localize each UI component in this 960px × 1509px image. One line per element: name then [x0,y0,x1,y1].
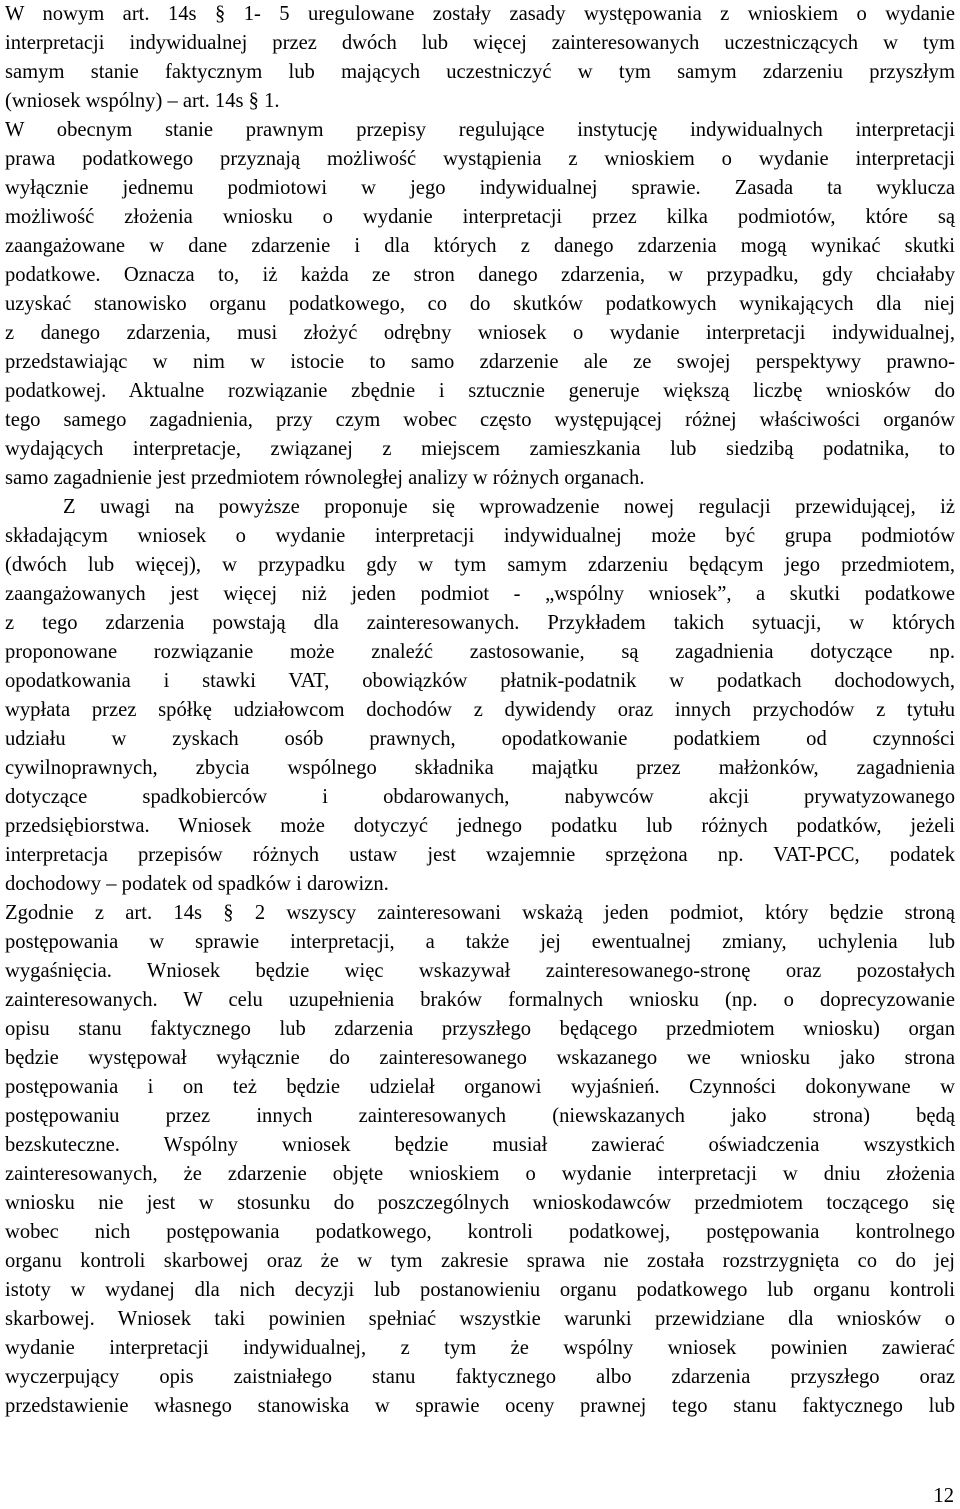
text-line: podatkowej. Aktualne rozwiązanie zbędnie i sztucznie generuje większą liczbę wniosków do [5,380,955,402]
text-line: wyczerpujący opis zaistniałego stanu faktycznego albo zdarzenia przyszłego oraz [5,1366,955,1388]
text-line: wypłata przez spółkę udziałowcom dochodów z dywidendy oraz innych przychodów z tytułu [5,699,955,721]
text-line: opodatkowania i stawki VAT, obowiązków płatnik-podatnik w podatkach dochodowych, [5,670,955,692]
text-line: postępowania w sprawie interpretacji, a także jej ewentualnej zmiany, uchylenia lub [5,931,955,953]
text-line: z tego zdarzenia powstają dla zainteresowanych. Przykładem takich sytuacji, w których [5,612,955,634]
text-line: wyłącznie jednemu podmiotowi w jego indywidualnej sprawie. Zasada ta wyklucza [5,177,955,199]
text-line: interpretacja przepisów różnych ustaw jest wzajemnie sprzężona np. VAT-PCC, podatek [5,844,955,866]
paragraph [5,493,955,899]
text-line: interpretacji indywidualnej przez dwóch lub więcej zainteresowanych uczestniczących w tym [5,32,955,54]
text-line: wydanie interpretacji indywidualnej, z tym że wspólny wniosek powinien zawierać [5,1337,955,1359]
text-line: postępowania i on też będzie udzielał organowi wyjaśnień. Czynności dokonywane w [5,1076,955,1098]
text-line: możliwość złożenia wniosku o wydanie interpretacji przez kilka podmiotów, które są [5,206,955,228]
text-line: będzie występował wyłącznie do zainteresowanego wskazanego we wniosku jako strona [5,1047,955,1069]
text-line: zainteresowanych. W celu uzupełnienia braków formalnych wniosku (np. o doprecyzowanie [5,989,955,1011]
text-line: wydających interpretacje, związanej z miejscem zamieszkania lub siedzibą podatnika, to [5,438,955,460]
text-line: zainteresowanych, że zdarzenie objęte wnioskiem o wydanie interpretacji w dniu złożenia [5,1163,955,1185]
text-line: samym stanie faktycznym lub mających uczestniczyć w tym samym zdarzeniu przyszłym [5,61,955,83]
text-line: dotyczące spadkobierców i obdarowanych, nabywców akcji prywatyzowanego [5,786,955,808]
text-line: tego samego zagadnienia, przy czym wobec często występującej różnej właściwości organów [5,409,955,431]
text-line: cywilnoprawnych, zbycia wspólnego składnika majątku przez małżonków, zagadnienia [5,757,955,779]
text-line: wobec nich postępowania podatkowego, kontroli podatkowej, postępowania kontrolnego [5,1221,955,1243]
text-line: wniosku nie jest w stosunku do poszczególnych wnioskodawców przedmiotem toczącego się [5,1192,955,1214]
paragraph [5,116,955,493]
text-line: postępowaniu przez innych zainteresowanych (niewskazanych jako strona) będą [5,1105,955,1127]
paragraph [5,899,955,1421]
text-line: bezskuteczne. Wspólny wniosek będzie musiał zawierać oświadczenia wszystkich [5,1134,955,1156]
text-line: (wniosek wspólny) – art. 14s § 1. [5,90,280,112]
text-line: z danego zdarzenia, musi złożyć odrębny wniosek o wydanie interpretacji indywidualnej, [5,322,955,344]
text-line: W nowym art. 14s § 1- 5 uregulowane zostały zasady występowania z wnioskiem o wydanie [5,3,955,25]
text-line: W obecnym stanie prawnym przepisy regulujące instytucję indywidualnych interpretacji [5,119,955,141]
text-line: przedstawienie własnego stanowiska w sprawie oceny prawnej tego stanu faktycznego lub [5,1395,955,1417]
text-line: (dwóch lub więcej), w przypadku gdy w tym samym zdarzeniu będącym jego przedmiotem, [5,554,955,576]
text-line: samo zagadnienie jest przedmiotem równoległej analizy w różnych organach. [5,467,645,489]
text-line: wygaśnięcia. Wniosek będzie więc wskazywał zainteresowanego-stronę oraz pozostałych [5,960,955,982]
text-line: uzyskać stanowisko organu podatkowego, co do skutków podatkowych wynikających dla niej [5,293,955,315]
text-line: skarbowej. Wniosek taki powinien spełniać wszystkie warunki przewidziane dla wniosków o [5,1308,955,1330]
paragraph [5,0,955,116]
page-number: 12 [933,1485,954,1507]
text-line: przedstawiając w nim w istocie to samo zdarzenie ale ze swojej perspektywy prawno- [5,351,955,373]
text-line: istoty w wydanej dla nich decyzji lub postanowieniu organu podatkowego lub organu kontroli [5,1279,955,1301]
text-line: prawa podatkowego przyznają możliwość wystąpienia z wnioskiem o wydanie interpretacji [5,148,955,170]
text-line: zaangażowane w dane zdarzenie i dla których z danego zdarzenia mogą wynikać skutki [5,235,955,257]
text-line: proponowane rozwiązanie może znaleźć zastosowanie, są zagadnienia dotyczące np. [5,641,955,663]
text-line: opisu stanu faktycznego lub zdarzenia przyszłego będącego przedmiotem wniosku) organ [5,1018,955,1040]
text-line: podatkowe. Oznacza to, iż każda ze stron danego zdarzenia, w przypadku, gdy chciałaby [5,264,955,286]
text-line: dochodowy – podatek od spadków i darowizn. [5,873,389,895]
text-line: organu kontroli skarbowej oraz że w tym zakresie sprawa nie została rozstrzygnięta co do jej [5,1250,955,1272]
text-line: Z uwagi na powyższe proponuje się wprowadzenie nowej regulacji przewidującej, iż [63,496,955,518]
text-line: składającym wniosek o wydanie interpretacji indywidualnej może być grupa podmiotów [5,525,955,547]
text-line: przedsiębiorstwa. Wniosek może dotyczyć jednego podatku lub różnych podatków, jeżeli [5,815,955,837]
text-line: zaangażowanych jest więcej niż jeden podmiot - „wspólny wniosek”, a skutki podatkowe [5,583,955,605]
text-line: udziału w zyskach osób prawnych, opodatkowanie podatkiem od czynności [5,728,955,750]
text-line: Zgodnie z art. 14s § 2 wszyscy zainteresowani wskażą jeden podmiot, który będzie stroną [5,902,955,924]
